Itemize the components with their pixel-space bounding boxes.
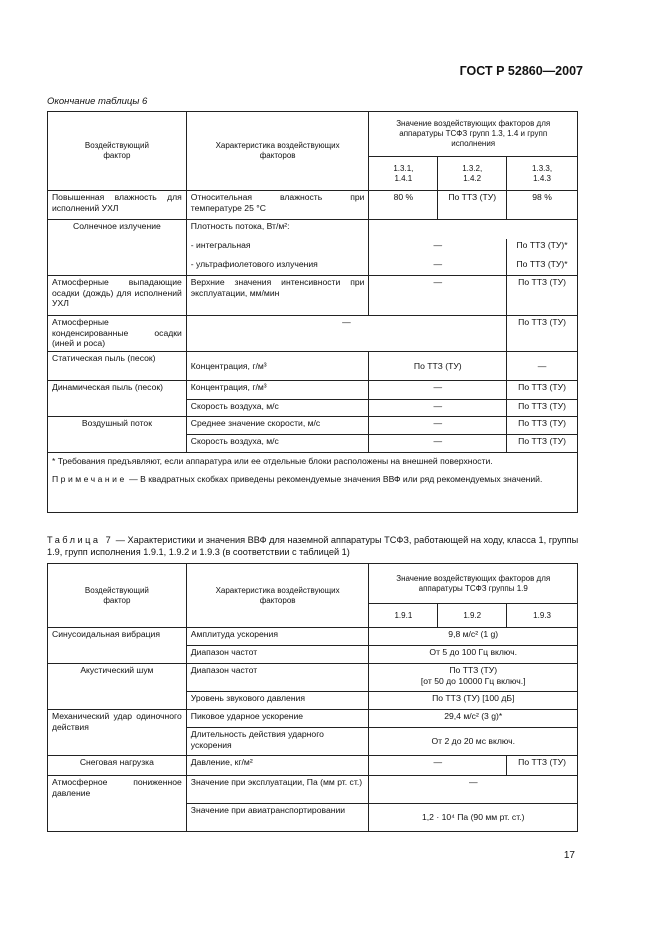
t7-group-3: 1.9.3 <box>507 604 578 628</box>
t7-r4-factor: Снеговая нагрузка <box>48 756 187 776</box>
document-header: ГОСТ Р 52860—2007 <box>459 64 583 78</box>
t6-r4-v: — <box>186 316 506 352</box>
t6-r5-factor: Статическая пыль (песок) <box>48 352 187 381</box>
t6-r5-char: Концентрация, г/м³ <box>186 352 369 381</box>
t6-r5-v12: По ТТЗ (ТУ) <box>369 352 507 381</box>
t6-r2-char: Плотность потока, Вт/м²: <box>186 220 369 239</box>
t6-r1-v2: По ТТЗ (ТУ) <box>438 191 507 220</box>
t6-r2-blank <box>369 220 578 239</box>
t6-r7-v3a: По ТТЗ (ТУ) <box>507 417 578 435</box>
t6-notes <box>48 453 578 513</box>
t7-r1-val2: От 5 до 100 Гц включ. <box>369 646 578 664</box>
t6-r2-dash2: — <box>369 258 507 276</box>
t6-r1-factor: Повышенная влажность для исполнений УХЛ <box>48 191 187 220</box>
t7-r4-char: Давление, кг/м² <box>186 756 369 776</box>
t7-r1-char2: Диапазон частот <box>186 646 369 664</box>
t6-r4-v3: По ТТЗ (ТУ) <box>507 316 578 352</box>
t7-r3-factor: Механический удар одиночного действия <box>48 710 187 756</box>
t6-r2-v3b: По ТТЗ (ТУ)* <box>507 258 578 276</box>
t7-r5-char1: Значение при эксплуатации, Па (мм рт. ст.) <box>186 776 369 804</box>
t7-r5-char2: Значение при авиатранспортировании <box>186 804 369 832</box>
t6-r7-v3b: По ТТЗ (ТУ) <box>507 435 578 453</box>
t6-r3-char: Верхние значения интенсивности при эксплуатации, мм/мин <box>186 276 369 316</box>
t6-r6-char2: Скорость воздуха, м/с <box>186 400 369 417</box>
t6-footnote: * Требования предъявляют, если аппаратура или ее отдельные блоки расположены на внешней поверхности. <box>52 456 493 466</box>
t6-r2-factor: Солнечное излучение <box>48 220 187 276</box>
t7-header-characteristic: Характеристика воздействующих факторов <box>186 564 369 628</box>
t6-r4-factor: Атмосферные конденсированные осадки (иней и роса) <box>48 316 187 352</box>
t6-r6-v3b: По ТТЗ (ТУ) <box>507 400 578 417</box>
t6-r6-v12b: — <box>369 400 507 417</box>
t7-r3-char1: Пиковое ударное ускорение <box>186 710 369 728</box>
t7-r1-factor: Синусоидальная вибрация <box>48 628 187 664</box>
t7-r4-v3: По ТТЗ (ТУ) <box>507 756 578 776</box>
t7-header-factor: Воздействующий фактор <box>48 564 187 628</box>
t7-r2-char1: Диапазон частот <box>186 664 369 692</box>
t7-group-2: 1.9.2 <box>438 604 507 628</box>
t7-r2-val2: По ТТЗ (ТУ) [100 дБ] <box>369 692 578 710</box>
t7-r5-factor: Атмосферное пониженное давление <box>48 776 187 832</box>
t7-r1-val1: 9,8 м/с² (1 g) <box>369 628 578 646</box>
t6-r2-sub1: - интегральная <box>186 239 369 258</box>
t7-r5-val2: 1,2 · 10⁴ Па (90 мм рт. ст.) <box>369 804 578 832</box>
t6-note: Примечание — В квадратных скобках приведены рекомендуемые значения ВВФ или ряд рекомендуемых значений. <box>52 473 543 484</box>
t6-header-factor: Воздействующий фактор <box>48 112 187 191</box>
t7-r3-val2: От 2 до 20 мс включ. <box>369 728 578 756</box>
t6-r1-v1: 80 % <box>369 191 438 220</box>
t6-header-characteristic: Характеристика воздействующих факторов <box>186 112 369 191</box>
t7-r3-val1: 29,4 м/с² (3 g)* <box>369 710 578 728</box>
t6-r7-factor: Воздушный поток <box>48 417 187 453</box>
t6-r7-v12a: — <box>369 417 507 435</box>
t6-r2-dash1: — <box>369 239 507 258</box>
t6-group-2: 1.3.2, 1.4.2 <box>438 157 507 191</box>
t6-group-1: 1.3.1, 1.4.1 <box>369 157 438 191</box>
t6-r2-v3a: По ТТЗ (ТУ)* <box>507 239 578 258</box>
t7-group-1: 1.9.1 <box>369 604 438 628</box>
t6-r1-v3: 98 % <box>507 191 578 220</box>
t7-header-values: Значение воздействующих факторов для аппаратуры ТСФЗ группы 1.9 <box>369 564 578 604</box>
t6-group-3: 1.3.3, 1.4.3 <box>507 157 578 191</box>
t6-r6-factor: Динамическая пыль (песок) <box>48 381 187 417</box>
table7-caption: Таблица 7 — Характеристики и значения ВВФ для наземной аппаратуры ТСФЗ, работающей на ходу, класса 1, группы 1.9, групп исполнения 1.9.1, 1.9.2 и 1.9.3 (в соответствии с таблицей 1) <box>47 535 579 558</box>
table-7 <box>47 563 578 832</box>
t6-r3-factor: Атмосферные выпадающие осадки (дождь) для исполнений УХЛ <box>48 276 187 316</box>
t6-r6-char1: Концентрация, г/м³ <box>186 381 369 400</box>
table6-caption: Окончание таблицы 6 <box>47 96 148 107</box>
t6-r3-v12: — <box>369 276 507 316</box>
t6-r2-sub2: - ультрафиолетового излучения <box>186 258 369 276</box>
t7-r2-val1: По ТТЗ (ТУ) [от 50 до 10000 Гц включ.] <box>369 664 578 692</box>
t6-header-values: Значение воздействующих факторов для аппаратуры ТСФЗ групп 1.3, 1.4 и групп исполнения <box>369 112 578 157</box>
t6-r3-v3: По ТТЗ (ТУ) <box>507 276 578 316</box>
t6-r6-v12a: — <box>369 381 507 400</box>
page-number: 17 <box>563 850 575 861</box>
t6-r6-v3a: По ТТЗ (ТУ) <box>507 381 578 400</box>
t6-r7-v12b: — <box>369 435 507 453</box>
t7-r1-char1: Амплитуда ускорения <box>186 628 369 646</box>
t6-r1-char: Относительная влажность при температуре 25 °С <box>186 191 369 220</box>
t6-r7-char1: Среднее значение скорости, м/с <box>186 417 369 435</box>
t7-r2-char2: Уровень звукового давления <box>186 692 369 710</box>
t6-r7-char2: Скорость воздуха, м/с <box>186 435 369 453</box>
t7-r4-v12: — <box>369 756 507 776</box>
table-6 <box>47 111 578 513</box>
t6-r5-v3: — <box>507 352 578 381</box>
t7-r2-factor: Акустический шум <box>48 664 187 710</box>
t7-r3-char2: Длительность действия ударного ускорения <box>186 728 369 756</box>
t7-r5-val1: — <box>369 776 578 804</box>
